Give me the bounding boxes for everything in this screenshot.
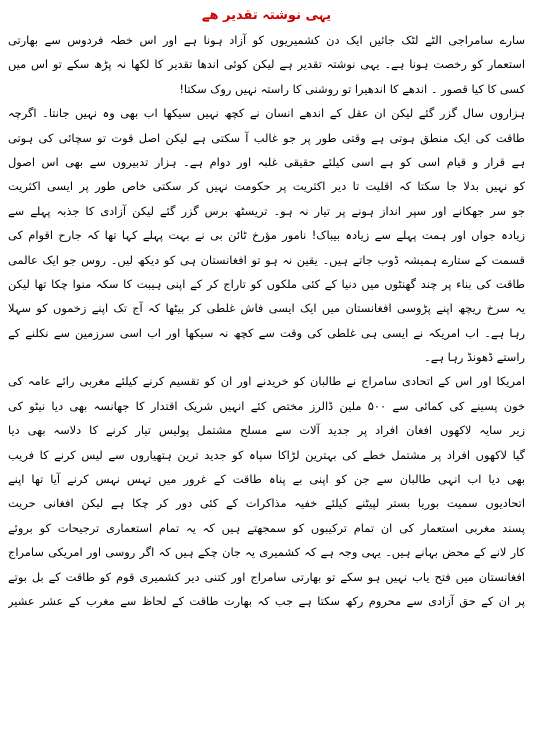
text-line: طاقت کی ایک منطق ہوتی ہے وقتی طور پر جو غالب آ سکتی ہے لیکن اصل قوت تو سچائی کی ہوتی [8, 130, 525, 145]
text-line: کسی کا کیا قصور ۔ اندھے کا اندھیرا تو روشنی کا راستہ نہیں روک سکتا! [179, 81, 525, 96]
text-line: کو نہیں بدلا جا سکتا کہ اقلیت تا دیر اکثریت پر حکومت نہیں کر سکتی خاص طور پر ایسی اکثریت [8, 179, 525, 194]
text-line: گیا لاکھوں افراد پر مشتمل خطے کی بہترین لڑاکا سپاہ کو جدید ترین ہتھیاروں سے لیس کرنے کا فریب [8, 447, 525, 462]
text-line: سارے سامراجی الٹے لٹک جائیں ایک دن کشمیریوں کو آزاد ہونا ہے اور اس خطہ فردوس سے بھارتی [8, 33, 525, 47]
text-line: جو سر جھکانے اور سپر انداز ہونے پر تیار نہ ہو۔ تریسٹھ برس گزر گئے لیکن آزادی کا جذبہ پہلے سے [8, 203, 525, 218]
text-line: بھی دیا اب انہی طالبان سے جن کو اپنی بے پناہ طاقت کے غرور میں تہس نہس کرنے آیا تھا اپنے [8, 472, 525, 487]
text-line: رہا ہے۔ اب امریکہ نے ایسی ہی غلطی کی وقت سے کچھ نہ سیکھا اور اب اسی سرزمین سے نکلنے کے [8, 325, 525, 340]
text-line: یہ سرخ ریچھ اپنے پڑوسی افغانستان میں ایک ایسی فاش غلطی کر بیٹھا کہ آج تک اپنے زخموں کو سہلا [8, 301, 525, 316]
text-line: زیر سایہ لاکھوں افغان افراد پر جدید آلات سے مسلح مشتمل پولیس تیار کرنے کا دلاسہ بھی دیا [8, 423, 525, 438]
paragraph-1 [8, 28, 525, 101]
text-line: راستے ڈھونڈ رہا ہے۔ [424, 350, 525, 365]
text-line: امریکا اور اس کے اتحادی سامراج نے طالبان کو خریدنے اور ان کو تقسیم کرنے کیلئے مغربی رائے عامہ کی [8, 374, 525, 389]
text-line: زیادہ جواں اور ہمت پہلے سے زیادہ بیباک! نامور مؤرخ ٹائن بی نے بہت پہلے کہا تھا کہ جارح اقوام کی [8, 228, 525, 243]
text-line: ہے قرار و قیام اسی کو ہے اسی کیلئے حقیقی غلبہ اور دوام ہے۔ ہزار تدبیروں سے بھی اس اصول [8, 154, 525, 169]
text-line: اتحادیوں سمیت بوریا بستر لپیٹنے کیلئے خفیہ مذاکرات کے کئی دور کر چکا ہے لیکن افغانی حریت [8, 496, 525, 511]
paragraph-3 [8, 369, 525, 613]
text-line: خون پسینے کی کمائی سے ۵۰۰ ملین ڈالرز مختص کئے انہیں شریک اقتدار کا جھانسہ بھی دیا نیٹو کی [8, 398, 525, 413]
text-line: طاقت کی بناء پر چند گھنٹوں میں دنیا کے کئی ملکوں کو تاراج کر کے اپنی ہیبت کا سکہ منوا چکا تھا لیکن [8, 276, 525, 291]
text-line: افغانستان میں فتح یاب نہیں ہو سکے تو بھارتی سامراج اور کتنی دیر کشمیری قوم کو طاقت کے بل بوتے [8, 569, 525, 584]
text-line: پر ان کے حق آزادی سے محروم رکھ سکتا ہے جب کہ بھارت طاقت کے لحاظ سے مغرب کے عشر عشیر [8, 593, 525, 608]
text-line: قسمت کے ستارے ہمیشہ ڈوب جاتے ہیں۔ یقین نہ ہو تو افغانستان ہی کو دیکھ لیں۔ روس جو ایک عالمی [8, 252, 525, 267]
page-title: یہی نوشتہ تقدیر ھے [201, 8, 332, 23]
text-line: استعمار کو رخصت ہونا ہے۔ یہی نوشتہ تقدیر ہے لیکن کوئی اندھا تقدیر کا لکھا نہ پڑھ سکے تو اس میں [8, 57, 525, 72]
text-line: ہزاروں سال گزر گئے لیکن ان عقل کے اندھے انسان نے کچھ نہیں سیکھا اب بھی وہ نہیں جانتا۔ اگرچہ [8, 106, 525, 121]
paragraph-2 [8, 101, 525, 369]
text-line: پسند مغربی استعمار کی ان تمام ترکیبوں کو سمجھتے ہیں کہ یہ تمام استعماری ترجیحات کو بروئے [8, 520, 525, 535]
text-line: کار لانے کے محض بہانے ہیں۔ یہی وجہ ہے کہ کشمیری یہ جان چکے ہیں کہ اگر روسی اور امریکی سامراج [8, 545, 525, 560]
